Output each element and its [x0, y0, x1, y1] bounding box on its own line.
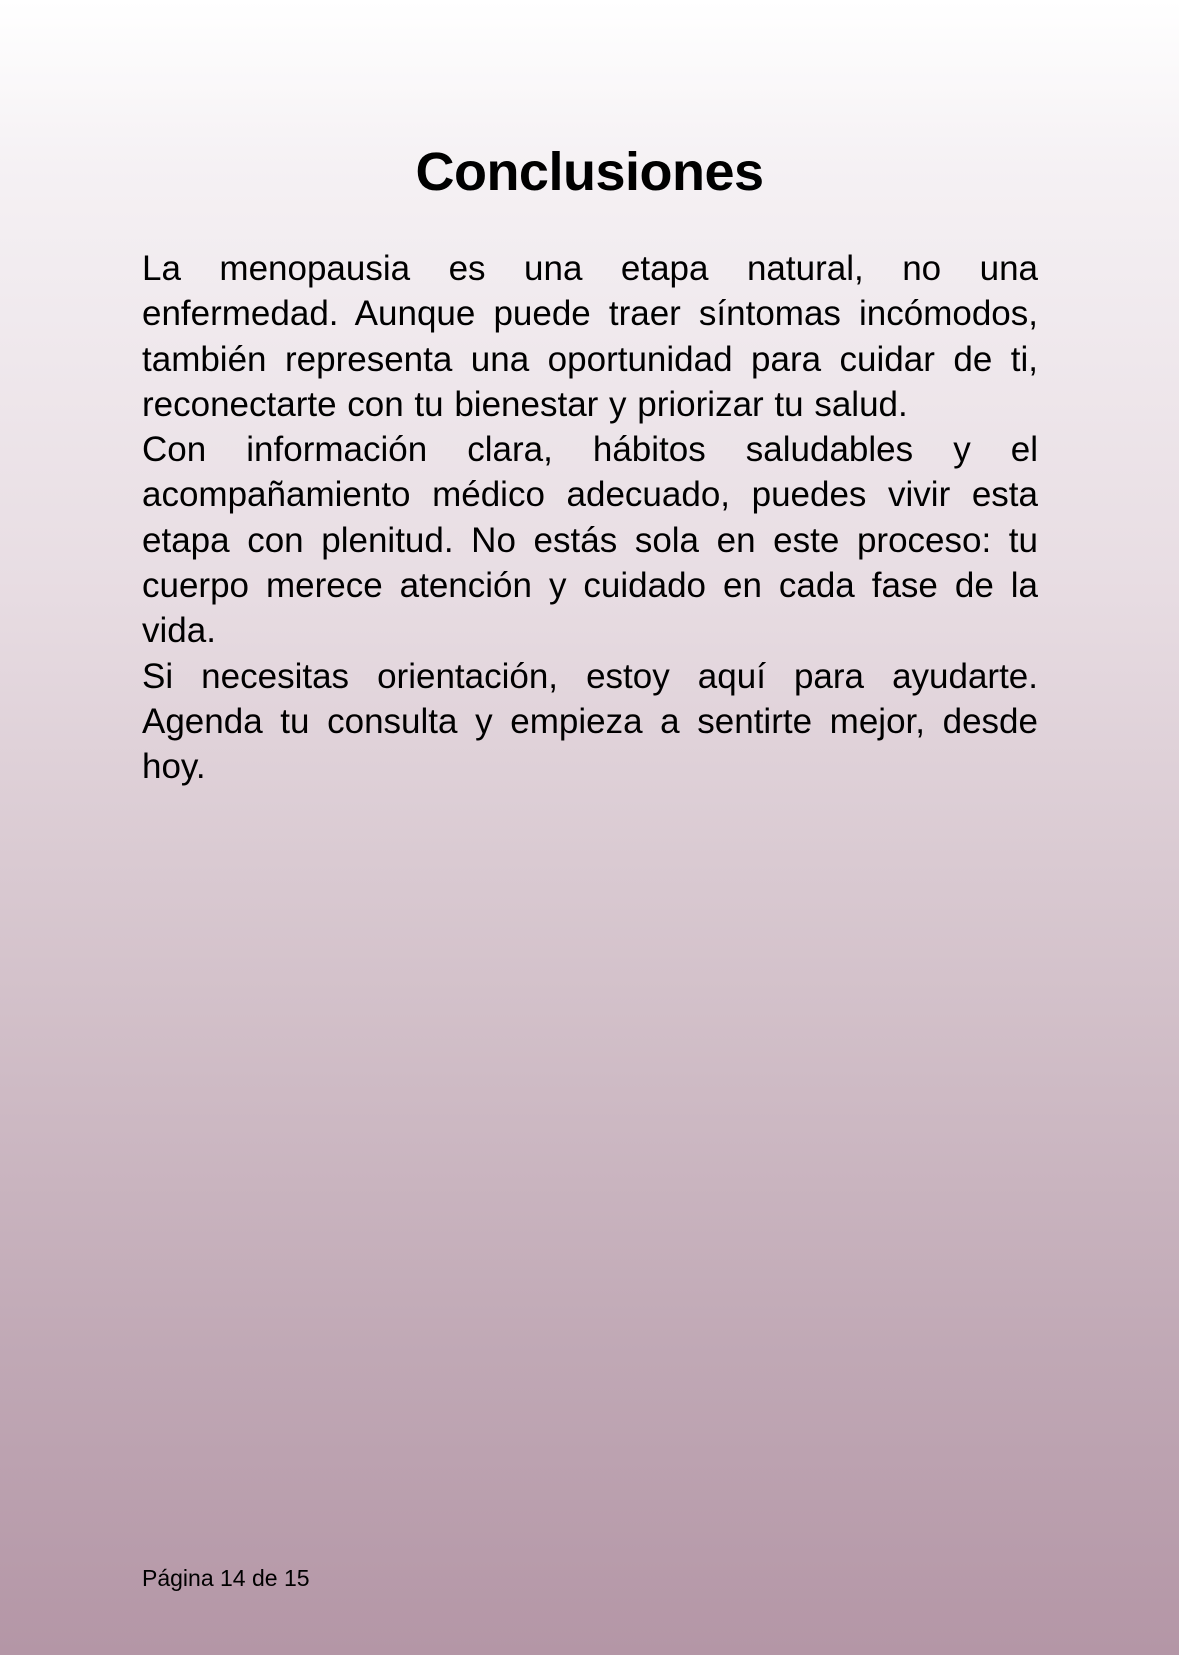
- paragraph-menopause-natural: La menopausia es una etapa natural, no una enfermedad. Aunque puede traer síntomas incómodos, también representa una oportunidad para cuidar de ti, reconectarte con tu bienestar y priorizar tu salud.: [142, 249, 1038, 424]
- paragraph-healthy-habits: Con información clara, hábitos saludables y el acompañamiento médico adecuado, puedes vivir esta etapa con plenitud. No estás sola en este proceso: tu cuerpo merece atención y cuidado en cada fase de la vida.: [142, 430, 1038, 651]
- paragraph-consultation: Si necesitas orientación, estoy aquí para ayudarte. Agenda tu consulta y empieza a sentirte mejor, desde hoy.: [142, 656, 1038, 787]
- page-number: Página 14 de 15: [142, 1565, 310, 1591]
- page-title: Conclusiones: [415, 142, 764, 202]
- conclusions-body: [142, 246, 1038, 790]
